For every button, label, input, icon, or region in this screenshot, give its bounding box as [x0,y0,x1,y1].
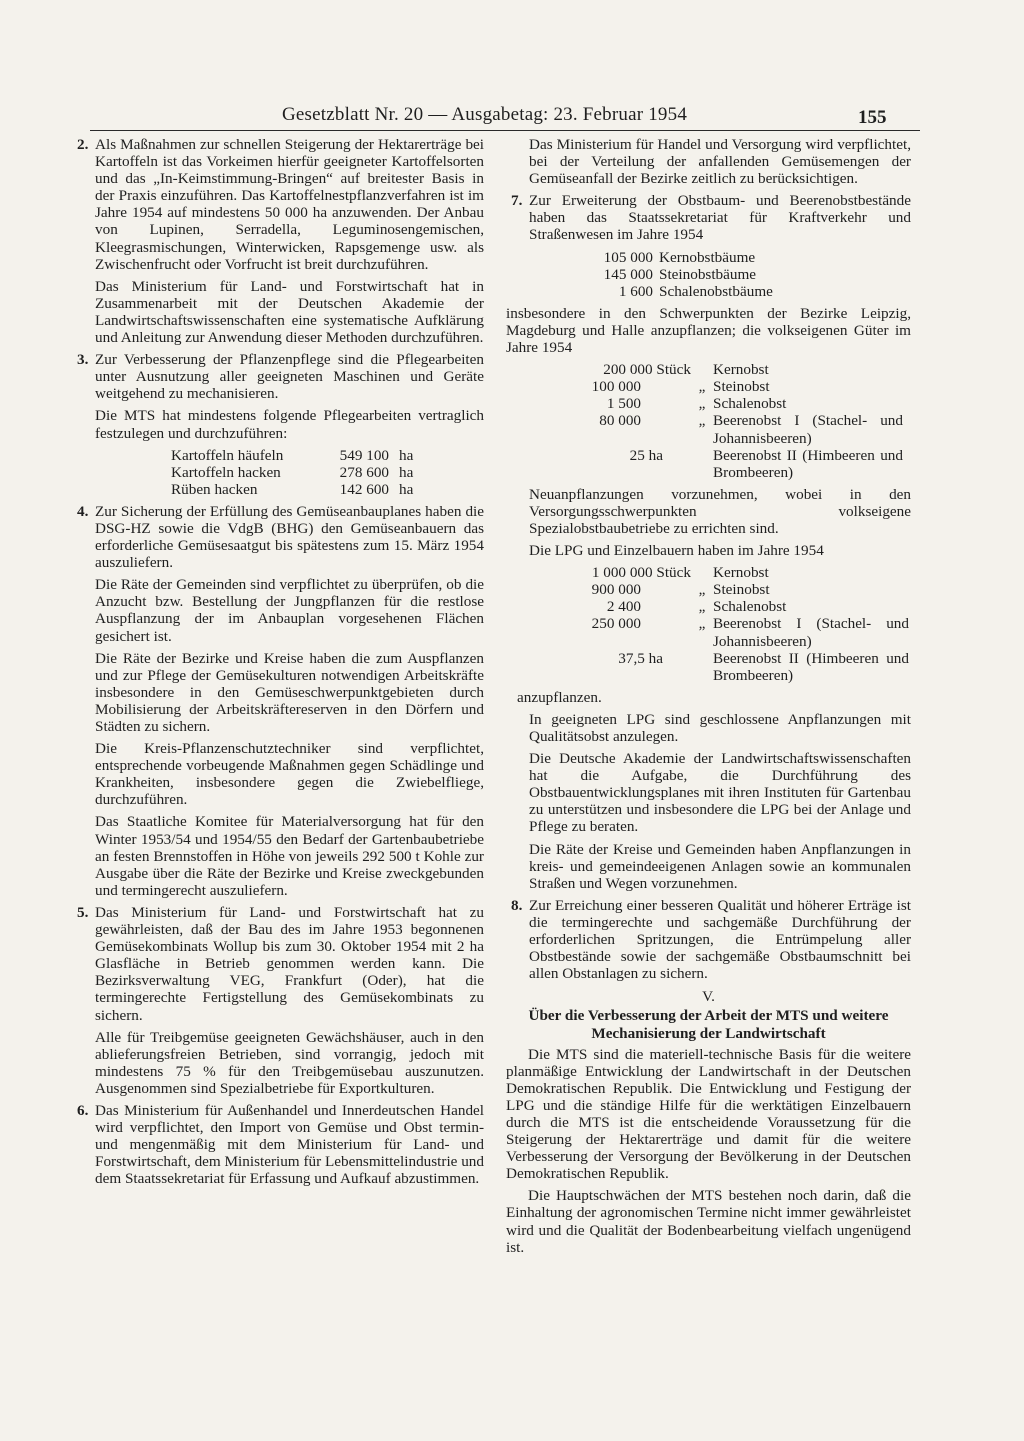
paragraph: insbesondere in den Schwerpunkten der Bezirke Leipzig, Magdeburg und Halle anzupflanzen; die volkseigenen Güter im Jahre 1954 [506,304,911,357]
table-cell-mark: „ [698,615,706,633]
table-cell-label: Schalenobst [713,598,787,616]
table-row [171,481,413,498]
table-row [567,412,903,446]
item-number: 6. [77,1101,89,1119]
table-cell-mark: „ [698,581,706,599]
item-number: 5. [77,903,89,921]
table-cell-mark: „ [698,598,706,616]
table-row [551,615,909,649]
table-cell-value: 1 000 000 Stück [591,564,691,582]
header-rule [90,130,920,131]
table-cell-label: Kernobst [713,361,769,379]
left-column [72,136,484,1192]
table-row [551,564,909,581]
table-cell-unit: ha [399,463,414,481]
item-number: 8. [511,896,523,914]
paragraph: Die MTS hat mindestens folgende Pflegearbeiten vertraglich festzulegen und durchzuführen: [95,407,484,442]
table-cell-label: Kartoffeln hacken [171,463,281,481]
paragraph: Die Kreis-Pflanzenschutztechniker sind verpflichtet, entsprechende vorbeugende Maßnahmen gegen Schädlinge und Krankheiten, insbesondere gegen die Zwiebelfliege, durchzuführen. [95,740,484,809]
section-title-line: Mechanisierung der Landwirtschaft [591,1024,826,1042]
table-cell-mark: „ [698,412,706,430]
table-cell-label: Schalenobstbäume [659,282,773,300]
table-row [567,249,773,266]
veg-obst-table [567,361,903,481]
paragraph: Zur Erweiterung der Obstbaum- und Beerenobstbestände haben das Staatssekretariat für Kraftverkehr und Straßenwesen im Jahre 1954 [529,192,911,244]
paragraph: Die LPG und Einzelbauern haben im Jahre 1954 [529,542,824,560]
paragraph: Zur Erreichung einer besseren Qualität und höherer Erträge ist die termingerechte und sachgemäße Durchführung der erforderlichen Spritzungen, die Entrümpelung aller Obstbestände sowie der sachgemäße Obstbaumschnitt bei allen Obstanlagen zu sichern. [529,896,911,983]
table-cell-label: Steinobst [713,378,770,396]
paragraph: Das Staatliche Komitee für Materialversorgung hat für den Winter 1953/54 und 1954/55 den Bedarf der Gartenbaubetriebe an festen Brennstoffen in Höhe von jeweils 292 500 t Kohle zur Ausgabe über die Räte der Bezirke und Kreise zweckgebunden und termingerecht auszuliefern. [95,813,484,899]
section-title-line: Über die Verbesserung der Arbeit der MTS und weitere [528,1007,889,1025]
table-cell-value: 145 000 [603,265,653,283]
list-item-7 [506,192,911,892]
table-cell-label: Kernobstbäume [659,248,756,266]
paragraph: Die Räte der Gemeinden sind verpflichtet zu überprüfen, ob die Anzucht bzw. Bestellung der Jungpflanzen für die restlose Auspflanzung der im Anbauplan vorgesehenen Flächen gesichert ist. [95,576,484,645]
table-cell-value: 100 000 [591,378,641,396]
list-item-4 [72,503,484,899]
table-cell-mark [691,650,713,684]
table-cell-mark: „ [698,378,706,396]
paragraph: Die Deutsche Akademie der Landwirtschaftswissenschaften hat die Aufgabe, die Durchführung des Obstbauentwicklungsplanes mit ihren Instituten für Gartenbau zu unterstützen und insbesondere die LPG bei der Anlage und Pflege zu beraten. [529,750,911,836]
table-cell-mark [691,361,713,378]
paragraph: Die Räte der Bezirke und Kreise haben die zum Auspflanzen und zur Pflege der Gemüsekulturen notwendigen Arbeitskräfte insbesondere in den Gemüseschwerpunktgebieten durch Mobilisierung der Arbeitskräftereserven in den Dörfern und Städten zu sichern. [95,649,484,735]
item-number: 7. [511,192,523,210]
list-item-3 [72,351,484,498]
table-cell-value: 1 600 [618,282,653,300]
table-cell-value: 250 000 [591,615,641,633]
paragraph: Das Ministerium für Handel und Versorgung wird verpflichtet, bei der Verteilung der anfallenden Gemüsemengen der Gemüseanfall der Bezirke zeitlich zu berücksichtigen. [529,136,911,188]
table-row [567,283,773,300]
table-cell-value: 278 600 [339,463,389,481]
paragraph: Neuanpflanzungen vorzunehmen, wobei in den Versorgungsschwerpunkten volkseigene Spezialobstbaubetriebe zu errichten sind. [529,485,911,537]
table-row [551,598,909,615]
page-header [0,100,1024,130]
table-cell-unit: ha [399,480,414,498]
table-cell-value: 105 000 [603,248,653,266]
lpg-obst-table [551,564,909,684]
table-cell-value: 900 000 [591,581,641,599]
obstbaum-table [567,249,773,300]
table-cell-label: Schalenobst [713,395,787,413]
table-cell-mark: „ [698,395,706,413]
paragraph: In geeigneten LPG sind geschlossene Anpflanzungen mit Qualitätsobst anzulegen. [529,710,911,745]
paragraph: Das Ministerium für Land- und Forstwirtschaft hat zu gewährleisten, daß der Bau des im Jahre 1953 begonnenen Gemüsekombinats Wollup bis zum 30. Oktober 1954 mit 2 ha Glasfläche in Betrieb genommen werden kann. Die Bezirksverwaltung VEG, Frankfurt (Oder), hat die termingerechte Fertigstellung des Gemüsekombinats zu sichern. [95,903,484,1024]
item-number: 3. [77,351,89,369]
table-cell-value: 1 500 [606,395,641,413]
paragraph: Als Maßnahmen zur schnellen Steigerung der Hektarerträge bei Kartoffeln ist das Vorkeimen hierfür geeigneter Kartoffelsorten und das „In-Keimstimmung-Bringen“ auf breitester Basis in der Praxis einzuführen. Das Kartoffelnestpflanzverfahren ist im Jahre 1954 auf mindestens 50 000 ha anzuwenden. Der Anbau von Lupinen, Serradella, Leguminosengemischen, Kleegrasmischungen, Winterwicken, Rapsgemenge usw. als Zwischenfrucht oder Vorfrucht ist breit durchzuführen. [95,136,484,273]
list-item-2 [72,136,484,346]
table-cell-label: Rüben hacken [171,480,258,498]
section-number: V. [702,988,715,1006]
table-row [567,447,903,481]
page-title: Gesetzblatt Nr. 20 — Ausgabetag: 23. Februar 1954 [282,104,688,125]
table-cell-value: 549 100 [339,446,389,464]
paragraph: Alle für Treibgemüse geeigneten Gewächshäuser, auch in den ablieferungsfreien Betrieben, sind vorrangig, jedoch mit mindestens 75 % für den Treibgemüsebau auszunutzen. Ausgenommen sind Spezialbetriebe für Exportkulturen. [95,1028,484,1097]
paragraph: Das Ministerium für Außenhandel und Innerdeutschen Handel wird verpflichtet, den Import von Gemüse und Obst termin- und mengenmäßig mit dem Ministerium für Land- und Forstwirtschaft, dem Ministerium für Lebensmittelindustrie und dem Staatssekretariat für Erfassung und Aufkauf abzustimmen. [95,1101,484,1188]
list-item-6 [72,1102,484,1187]
table-row [567,361,903,378]
item-number: 2. [77,136,89,153]
table-cell-label: Steinobstbäume [659,265,757,283]
item-number: 4. [77,502,89,520]
table-cell-label: Steinobst [713,581,770,599]
section-title [506,1007,911,1041]
table-cell-label: Beerenobst I (Stachel- und Johannisbeeren) [713,615,909,650]
pflege-table [171,447,413,498]
paragraph: Zur Verbesserung der Pflanzenpflege sind die Pflegearbeiten unter Ausnutzung aller geeigneten Maschinen und Geräte weitgehend zu mechanisieren. [95,351,484,403]
paragraph: anzupflanzen. [517,688,602,706]
list-item-5 [72,904,484,1097]
table-cell-label: Kernobst [713,564,769,582]
table-cell-mark [691,447,713,481]
table-row [567,395,903,412]
paragraph: Die Räte der Kreise und Gemeinden haben Anpflanzungen in kreis- und gemeindeeigenen Anlagen sowie an kommunalen Straßen und Wegen vorzunehmen. [529,840,911,892]
table-row [171,464,413,481]
table-cell-value: 80 000 [599,412,641,430]
table-cell-label: Beerenobst II (Himbeeren und Brombeeren) [713,649,909,684]
paragraph: Das Ministerium für Land- und Forstwirtschaft hat in Zusammenarbeit mit der Deutschen Akademie der Landwirtschaftswissenschaften eine systematische Aufklärung und Anleitung zur Anwendung dieser Methoden durchzuführen. [95,277,484,347]
table-cell-mark [691,564,713,581]
table-cell-label: Kartoffeln häufeln [171,446,284,464]
table-cell-unit: ha [399,446,414,464]
table-row [551,581,909,598]
page-number: 155 [858,107,887,128]
table-row [551,650,909,684]
table-cell-value: 200 000 Stück [603,361,691,379]
table-cell-label: Beerenobst II (Himbeeren und Brombeeren) [713,446,903,481]
table-row [567,266,773,283]
paragraph: Zur Sicherung der Erfüllung des Gemüseanbauplanes haben die DSG-HZ sowie die VdgB (BHG) den Gemüseanbauern das erforderliche Gemüsesaatgut bis spätestens zum 15. März 1954 auszuliefern. [95,502,484,572]
right-column [506,136,911,1261]
table-row [171,447,413,464]
paragraph: Die Hauptschwächen der MTS bestehen noch darin, daß die Einhaltung der agronomischen Termine nicht immer gewährleistet wird und die Qualität der Bodenbearbeitung vielfach ungenügend ist. [506,1187,911,1256]
table-row [567,378,903,395]
table-cell-label: Beerenobst I (Stachel- und Johannisbeeren) [713,412,903,447]
table-cell-value: 37,5 ha [618,649,663,667]
paragraph: Die MTS sind die materiell-technische Basis für die weitere planmäßige Entwicklung der Landwirtschaft in der Deutschen Demokratischen Republik. Die Entwicklung und Festigung der LPG und die ständige Hilfe für die werktätigen Einzelbauern durch die MTS ist die entscheidende Voraussetzung für die Steigerung der Hektarerträge und damit für die weitere Verbesserung der Versorgung der Bevölkerung in der Deutschen Demokratischen Republik. [506,1045,911,1183]
table-cell-value: 25 ha [629,446,663,464]
list-item-8 [506,897,911,982]
table-cell-value: 2 400 [606,598,641,616]
table-cell-value: 142 600 [339,480,389,498]
